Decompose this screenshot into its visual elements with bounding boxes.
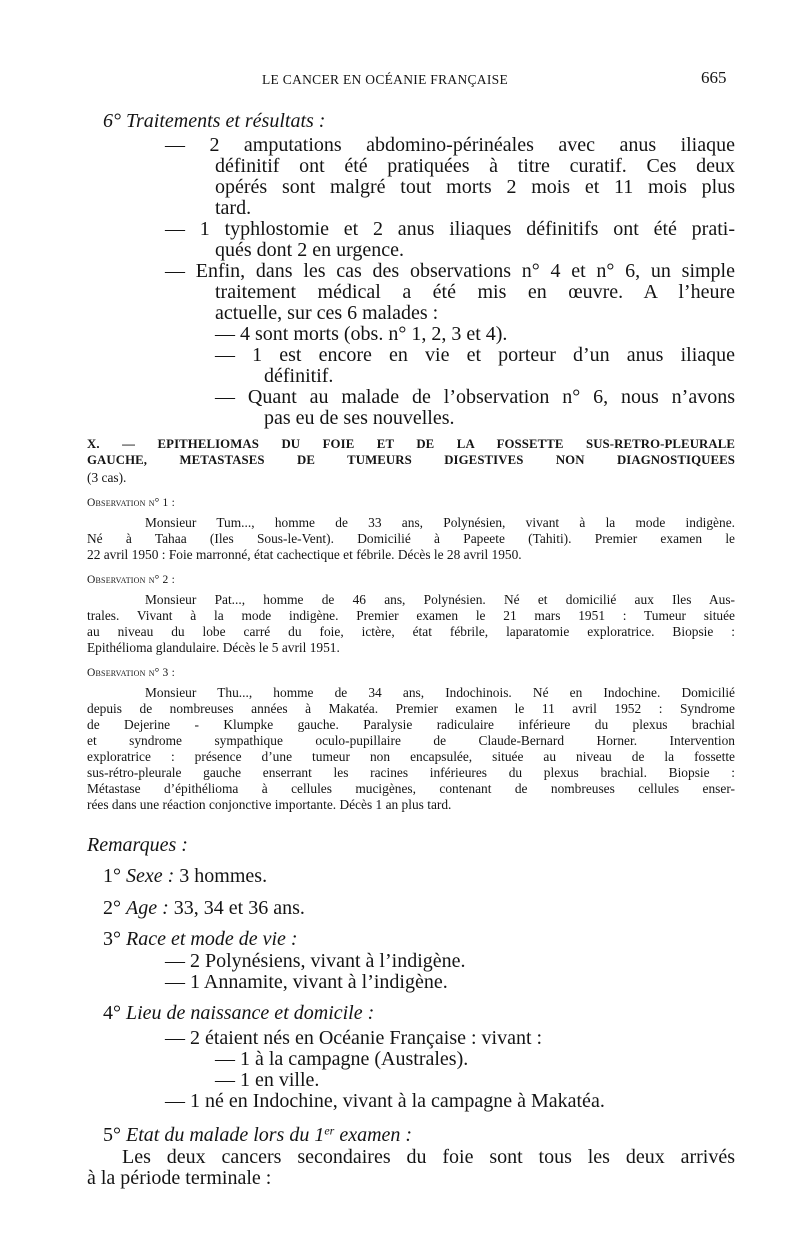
section-x-title: X. — EPITHELIOMAS DU FOIE ET DE LA FOSSETTE SUS-RETRO-PLEURALE [87,437,735,451]
remark-item: — 1 à la campagne (Australes). [215,1048,469,1070]
remark-2 [103,898,305,918]
remarques-heading: Remarques : [87,834,188,856]
remark-text: 3 hommes. [174,865,268,887]
section-x-title: (3 cas). [87,470,127,485]
section-6-heading: 6° Traitements et résultats : [103,110,326,132]
observation-line: Epithélioma glandulaire. Décès le 5 avril 1951. [87,640,340,655]
remark-item: — 2 Polynésiens, vivant à l’indigène. [165,950,466,972]
section-6-line: — 2 amputations abdomino-périnéales avec anus iliaque [165,134,735,156]
remark-item: — 1 né en Indochine, vivant à la campagne à Makatéa. [165,1090,605,1112]
remark-number: 2° [103,897,121,919]
observation-line: de Dejerine - Klumpke gauche. Paralysie radiculaire inférieure du plexus brachial [87,717,735,732]
section-6-line: qués dont 2 en urgence. [215,239,405,261]
remark-3 [103,929,298,949]
remark-item: — 2 étaient nés en Océanie Française : vivant : [165,1027,543,1049]
remark-label-part: Etat du malade lors du [126,1124,315,1146]
section-6-line: définitif. [264,365,334,387]
observation-line: depuis de nombreuses années à Makatéa. Premier examen le 11 avril 1952 : Syndrome [87,701,735,716]
remark-4 [103,1003,374,1023]
observation-line: exploratrice : présence d’une tumeur non encapsulée, située au niveau de la fossette [87,749,735,764]
section-6-line: — 4 sont morts (obs. n° 1, 2, 3 et 4). [215,323,508,345]
remark-5 [103,1125,412,1145]
remark-label: Lieu de naissance et domicile : [126,1002,375,1024]
observation-line: au niveau du lobe carré du foie, ictère, état fébrile, laparatomie exploratrice. Biopsie : [87,624,735,639]
remark-1 [103,866,267,886]
section-x-title: GAUCHE, METASTASES DE TUMEURS DIGESTIVES NON DIAGNOSTIQUEES [87,453,735,467]
section-6-line: traitement médical a été mis en œuvre. A l’heure [215,281,735,303]
observation-label: Observation n° 3 : [87,667,175,679]
section-6-line: tard. [215,197,252,219]
observation-line: rées dans une réaction conjonctive importante. Décès 1 an plus tard. [87,797,452,812]
remark-label [126,1124,412,1146]
page-number: 665 [701,68,727,87]
section-6-line: actuelle, sur ces 6 malades : [215,302,439,324]
remark-5-line: à la période terminale : [87,1167,272,1189]
observation-line: sus-rétro-pleurale gauche enserrant les racines inférieures du plexus brachial. Biopsie : [87,765,735,780]
remark-label-sup: er [324,1123,335,1138]
remark-label: Race et mode de vie : [126,928,298,950]
remark-number: 5° [103,1124,121,1146]
observation-line: 22 avril 1950 : Foie marronné, état cachectique et fébrile. Décès le 28 avril 1950. [87,547,522,562]
observation-line: et syndrome sympathique oculo-pupillaire de Claude-Bernard Horner. Intervention [87,733,735,748]
section-6-line: opérés sont malgré tout morts 2 mois et 11 mois plus [215,176,735,198]
remark-number: 1° [103,865,121,887]
remark-number: 4° [103,1002,121,1024]
observation-line: Monsieur Thu..., homme de 34 ans, Indochinois. Né en Indochine. Domicilié [145,685,735,700]
observation-label: Observation n° 2 : [87,574,175,586]
remark-label: Sexe : [126,865,175,887]
remark-5-line: Les deux cancers secondaires du foie sont tous les deux arrivés [122,1146,735,1168]
observation-line: Né à Tahaa (Iles Sous-le-Vent). Domicilié à Papeete (Tahiti). Premier examen le [87,531,735,546]
running-title: LE CANCER EN OCÉANIE FRANÇAISE [262,72,509,87]
observation-line: Monsieur Tum..., homme de 33 ans, Polynésien, vivant à la mode indigène. [145,515,735,530]
remark-text: 33, 34 et 36 ans. [168,897,305,919]
section-6-line: pas eu de ses nouvelles. [264,407,455,429]
remark-label: Age : [126,897,169,919]
observation-line: Monsieur Pat..., homme de 46 ans, Polynésien. Né et domicilié aux Iles Aus- [145,592,735,607]
remark-item: — 1 Annamite, vivant à l’indigène. [165,971,448,993]
remark-item: — 1 en ville. [215,1069,320,1091]
observation-line: Métastase d’épithélioma à cellules mucigènes, contenant de nombreuses cellules enser- [87,781,735,796]
section-6-line: définitif ont été pratiquées à titre curatif. Ces deux [215,155,735,177]
section-6-line: — Enfin, dans les cas des observations n° 4 et n° 6, un simple [165,260,735,282]
remark-label-number: 1 [314,1124,325,1146]
observation-label: Observation n° 1 : [87,497,175,509]
section-6-line: — 1 est encore en vie et porteur d’un anus iliaque [215,344,735,366]
section-6-line: — Quant au malade de l’observation n° 6, nous n’avons [215,386,735,408]
observation-line: trales. Vivant à la mode indigène. Premier examen le 21 mars 1951 : Tumeur située [87,608,735,623]
remark-number: 3° [103,928,121,950]
section-6-line: — 1 typhlostomie et 2 anus iliaques définitifs ont été prati- [165,218,735,240]
remark-label-part: examen : [334,1124,413,1146]
